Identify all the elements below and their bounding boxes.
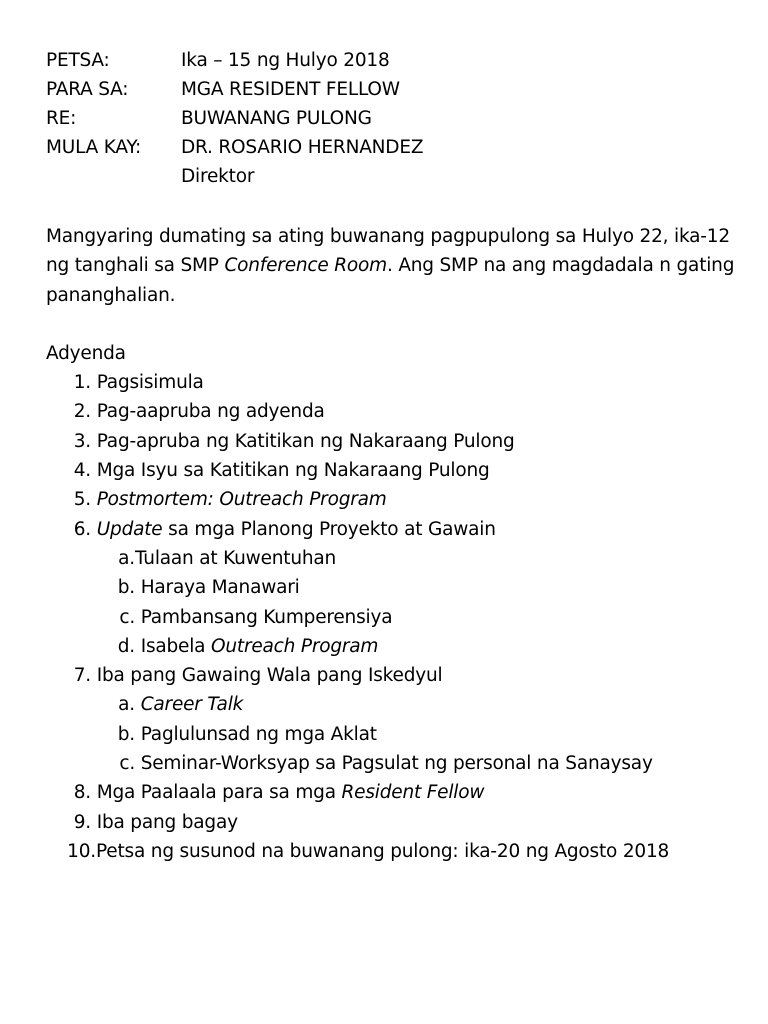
agenda-item-text — [97, 778, 485, 807]
agenda-subitem-text: Pambansang Kumperensiya — [140, 606, 393, 628]
agenda-item — [46, 456, 746, 485]
agenda-title: Adyenda — [46, 342, 126, 364]
agenda-item-number: 9. — [73, 811, 91, 833]
agenda-subitem-text: Seminar-Worksyap sa Pagsulat ng personal na Sanaysay — [140, 753, 653, 775]
agenda-item — [46, 427, 746, 456]
agenda-item-number: 6. — [73, 518, 91, 540]
date-row — [46, 46, 746, 75]
agenda-item-number: 2. — [73, 401, 91, 423]
agenda-item-text: Mga Isyu sa Katitikan ng Nakaraang Pulong — [96, 460, 490, 482]
agenda-subitem-text: Career Talk — [140, 694, 244, 716]
date-value: Ika – 15 ng Hulyo 2018 — [181, 50, 390, 71]
agenda-item-text: Pag-apruba ng Katitikan ng Nakaraang Pulong — [96, 430, 515, 452]
agenda-item — [46, 661, 746, 690]
from-title-spacer — [46, 162, 181, 191]
agenda-item — [46, 515, 746, 544]
agenda-item-number: 5. — [73, 489, 91, 511]
agenda-subitem — [46, 720, 746, 749]
from-title: Direktor — [181, 166, 255, 187]
body-text-start: Mangyaring dumating sa ating buwanang pagpupulong sa Hulyo 22, ika-12 ng tanghali sa SMP — [46, 226, 730, 277]
agenda-item — [46, 778, 746, 807]
agenda-subitem — [46, 544, 746, 573]
re-row — [46, 104, 746, 133]
agenda-subitem-text: Paglulunsad ng mga Aklat — [140, 723, 377, 745]
agenda-item — [46, 808, 746, 837]
agenda-item-number: 4. — [73, 460, 91, 482]
agenda-subitem — [46, 573, 746, 602]
agenda-item — [46, 485, 746, 514]
agenda-subitem — [46, 749, 746, 778]
re-value: BUWANANG PULONG — [181, 108, 372, 129]
agenda-item-text: Iba pang Gawaing Wala pang Iskedyul — [96, 665, 443, 687]
agenda-subitem-letter: d. — [117, 635, 135, 657]
agenda-list — [46, 368, 746, 866]
agenda-item-number: 3. — [73, 430, 91, 452]
agenda-item — [46, 397, 746, 426]
memo-header — [46, 46, 746, 191]
agenda-item-number: 7. — [73, 665, 91, 687]
agenda-item — [46, 837, 746, 866]
agenda-subitem-letter: b. — [117, 577, 135, 599]
agenda-subitem — [46, 603, 746, 632]
agenda-item-text — [97, 515, 496, 544]
agenda-subitem-text — [141, 632, 379, 661]
agenda-subitem-text: Tulaan at Kuwentuhan — [135, 547, 337, 569]
agenda-item-text-italic: Update — [96, 518, 163, 540]
agenda-item-number: 10. — [67, 840, 96, 862]
agenda-subitem-letter: a. — [118, 547, 135, 569]
agenda-item-number: 8. — [73, 782, 91, 804]
to-value: MGA RESIDENT FELLOW — [181, 79, 400, 100]
body-text-italic: Conference Room — [224, 255, 387, 277]
from-label: MULA KAY: — [46, 137, 142, 158]
agenda-item-text: Postmortem: Outreach Program — [96, 489, 387, 511]
memo-document — [46, 46, 746, 866]
agenda-item-number: 1. — [73, 372, 91, 394]
from-title-row — [46, 162, 746, 191]
agenda-subitem-letter: c. — [119, 606, 135, 628]
body-paragraph — [46, 222, 736, 310]
agenda-subitem-letter: a. — [118, 694, 135, 716]
agenda-item-text: Iba pang bagay — [96, 811, 238, 833]
to-label: PARA SA: — [46, 79, 129, 100]
re-label: RE: — [46, 108, 77, 129]
agenda-subitem-letter: c. — [119, 753, 135, 775]
agenda-item-text-plain: Mga Paalaala para sa mga — [96, 782, 342, 804]
agenda-item — [46, 368, 746, 397]
agenda-subitem-letter: b. — [117, 723, 135, 745]
date-label: PETSA: — [46, 50, 110, 71]
agenda-item-text-rest: sa mga Planong Proyekto at Gawain — [162, 518, 496, 540]
agenda-subitem-text: Haraya Manawari — [140, 577, 300, 599]
agenda-subitem-text-plain: Isabela — [140, 635, 212, 657]
agenda-subitem — [46, 632, 746, 661]
body-text-end: . Ang SMP na ang magdadala n gating pananghalian. — [46, 255, 735, 306]
agenda-item-text-italic: Resident Fellow — [341, 782, 485, 804]
agenda-item-text: Petsa ng susunod na buwanang pulong: ika-20 ng Agosto 2018 — [96, 840, 670, 862]
agenda-item-text: Pagsisimula — [96, 372, 204, 394]
to-row — [46, 75, 746, 104]
agenda-subitem-text-italic: Outreach Program — [211, 635, 379, 657]
from-row — [46, 133, 746, 162]
agenda-item-text: Pag-aapruba ng adyenda — [96, 401, 325, 423]
from-value: DR. ROSARIO HERNANDEZ — [181, 137, 424, 158]
agenda-subitem — [46, 690, 746, 719]
